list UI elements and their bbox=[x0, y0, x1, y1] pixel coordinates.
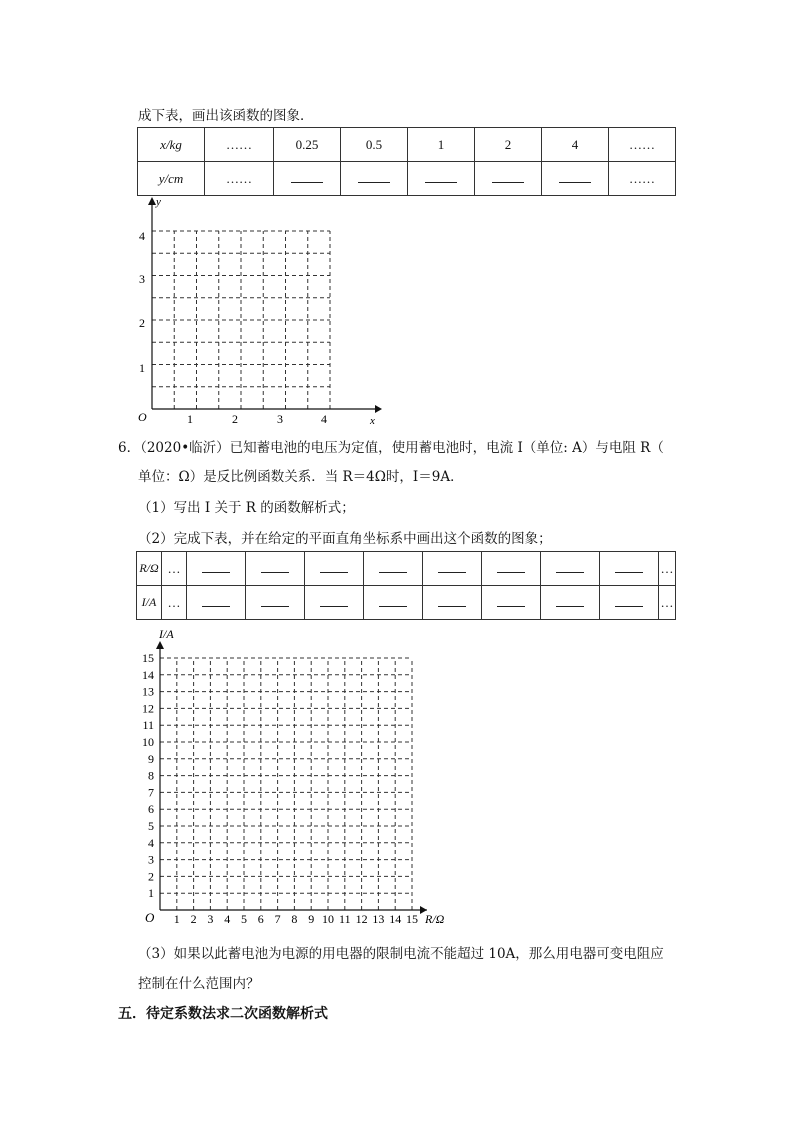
q6-x-tick: 8 bbox=[291, 912, 298, 926]
q5-y-axis-label: y bbox=[156, 196, 161, 208]
q5-y-blank[interactable] bbox=[274, 162, 341, 196]
q6-y-tick: 6 bbox=[148, 802, 154, 817]
q5-x-value: 0.5 bbox=[341, 128, 408, 162]
q6-y-axis-label: I/A bbox=[159, 627, 174, 641]
q6-x-tick: 6 bbox=[257, 912, 264, 926]
q6-y-tick: 5 bbox=[148, 819, 154, 833]
q5-y-tick: 4 bbox=[139, 229, 145, 243]
q6-x-tick: 14 bbox=[389, 912, 402, 926]
q6-ellipsis-right: … bbox=[659, 586, 676, 620]
q6-y-tick: 1 bbox=[148, 886, 154, 901]
q5-table bbox=[137, 127, 676, 196]
q6-y-arrow-icon bbox=[156, 641, 164, 649]
q6-stem-line1 bbox=[118, 436, 664, 456]
q5-row1-label: x/kg bbox=[138, 128, 205, 162]
q6-r-blank[interactable] bbox=[600, 552, 659, 586]
q6-row2-label: I/A bbox=[137, 586, 162, 620]
q6-r-blank[interactable] bbox=[246, 552, 305, 586]
q6-r-blank[interactable] bbox=[364, 552, 423, 586]
q6-part3-line1: （3）如果以此蓄电池为电源的用电器的限制电流不能超过 10A，那么用电器可变电阻应 bbox=[138, 946, 664, 962]
q5-x-value: 0.25 bbox=[274, 128, 341, 162]
q6-row1-label: R/Ω bbox=[137, 552, 162, 586]
q6-tick-labels bbox=[142, 651, 418, 926]
q6-ellipsis-right: … bbox=[659, 552, 676, 586]
q6-y-tick: 8 bbox=[148, 768, 154, 783]
q6-y-tick: 3 bbox=[148, 852, 154, 867]
q5-origin-label: O bbox=[138, 410, 147, 424]
q6-x-axis-label: R/Ω bbox=[425, 912, 445, 926]
q6-x-tick: 9 bbox=[308, 912, 315, 926]
q5-x-tick: 2 bbox=[232, 412, 238, 426]
q6-y-tick: 10 bbox=[142, 735, 154, 749]
q5-x-tick: 3 bbox=[277, 412, 283, 426]
q5-coordinate-grid bbox=[130, 195, 390, 430]
q6-part1: （1）写出 I 关于 R 的函数解析式； bbox=[138, 500, 355, 516]
q5-x-tick: 4 bbox=[321, 412, 327, 426]
q6-x-tick: 13 bbox=[372, 912, 385, 926]
q5-ellipsis-left: …… bbox=[205, 128, 274, 162]
q6-r-blank[interactable] bbox=[305, 552, 364, 586]
q6-i-blank[interactable] bbox=[305, 586, 364, 620]
q6-y-tick: 13 bbox=[142, 684, 154, 699]
q5-grid-lines bbox=[152, 231, 330, 409]
section5-heading: 五．待定系数法求二次函数解析式 bbox=[118, 1006, 328, 1022]
q5-x-value: 4 bbox=[542, 128, 609, 162]
q6-source: （2020•临沂） bbox=[140, 440, 230, 456]
q6-x-tick: 11 bbox=[339, 912, 351, 926]
q6-origin-label: O bbox=[145, 910, 155, 925]
q5-ellipsis-right: …… bbox=[609, 128, 676, 162]
q6-y-tick: 7 bbox=[148, 785, 154, 800]
q6-r-blank[interactable] bbox=[423, 552, 482, 586]
q5-y-blank[interactable] bbox=[408, 162, 475, 196]
q6-x-tick: 10 bbox=[322, 912, 334, 926]
q6-x-tick: 4 bbox=[224, 912, 231, 926]
q5-y-tick: 1 bbox=[139, 361, 145, 375]
q6-part3-line2: 控制在什么范围内？ bbox=[138, 976, 260, 992]
q5-row2-label: y/cm bbox=[138, 162, 205, 196]
q6-x-tick: 2 bbox=[190, 912, 197, 926]
q5-y-arrow-icon bbox=[148, 197, 156, 205]
q6-x-tick: 1 bbox=[173, 912, 180, 926]
q6-ellipsis-left: … bbox=[162, 586, 187, 620]
q6-r-blank[interactable] bbox=[482, 552, 541, 586]
q5-y-tick: 3 bbox=[139, 272, 145, 286]
q5-x-axis-label: x bbox=[370, 415, 375, 427]
q6-ellipsis-left: … bbox=[162, 552, 187, 586]
q6-x-tick: 5 bbox=[241, 912, 247, 926]
q6-table bbox=[136, 551, 676, 620]
q6-stem-text: 已知蓄电池的电压为定值，使用蓄电池时，电流 I（单位: A）与电阻 R（ bbox=[229, 440, 664, 456]
q6-i-blank[interactable] bbox=[600, 586, 659, 620]
q6-y-tick: 2 bbox=[148, 869, 154, 884]
q5-x-value: 2 bbox=[475, 128, 542, 162]
q6-y-tick: 14 bbox=[142, 667, 154, 682]
q5-y-tick: 2 bbox=[139, 316, 145, 330]
q6-grid-lines bbox=[160, 658, 412, 910]
q5-ellipsis-right: …… bbox=[609, 162, 676, 196]
q5-y-blank[interactable] bbox=[542, 162, 609, 196]
q6-x-tick: 3 bbox=[207, 912, 214, 926]
q6-part2: （2）完成下表，并在给定的平面直角坐标系中画出这个函数的图象； bbox=[138, 531, 552, 547]
q6-x-tick: 15 bbox=[406, 912, 418, 926]
q6-y-tick: 9 bbox=[148, 751, 154, 766]
q6-i-blank[interactable] bbox=[482, 586, 541, 620]
q5-x-value: 1 bbox=[408, 128, 475, 162]
q5-x-tick: 1 bbox=[187, 412, 193, 426]
q6-stem-line2: 单位：Ω）是反比例函数关系．当 R＝4Ω时，I＝9A． bbox=[138, 469, 464, 485]
q5-y-blank[interactable] bbox=[341, 162, 408, 196]
q5-ellipsis-left: …… bbox=[205, 162, 274, 196]
q6-coordinate-grid bbox=[135, 625, 455, 930]
q5-y-blank[interactable] bbox=[475, 162, 542, 196]
q6-i-blank[interactable] bbox=[187, 586, 246, 620]
q6-y-tick: 15 bbox=[142, 651, 154, 665]
q6-r-blank[interactable] bbox=[541, 552, 600, 586]
q6-x-tick: 7 bbox=[274, 912, 281, 926]
q6-i-blank[interactable] bbox=[364, 586, 423, 620]
q5-x-arrow-icon bbox=[375, 405, 382, 413]
q6-r-blank[interactable] bbox=[187, 552, 246, 586]
q5-intro: 成下表，画出该函数的图象． bbox=[138, 108, 314, 124]
q6-x-tick: 12 bbox=[355, 912, 368, 926]
q6-number: 6． bbox=[118, 440, 141, 456]
q6-y-tick: 12 bbox=[142, 701, 154, 716]
q6-i-blank[interactable] bbox=[246, 586, 305, 620]
q6-y-tick: 11 bbox=[142, 718, 154, 733]
q6-i-blank[interactable] bbox=[423, 586, 482, 620]
q6-i-blank[interactable] bbox=[541, 586, 600, 620]
q6-y-tick: 4 bbox=[148, 835, 154, 850]
